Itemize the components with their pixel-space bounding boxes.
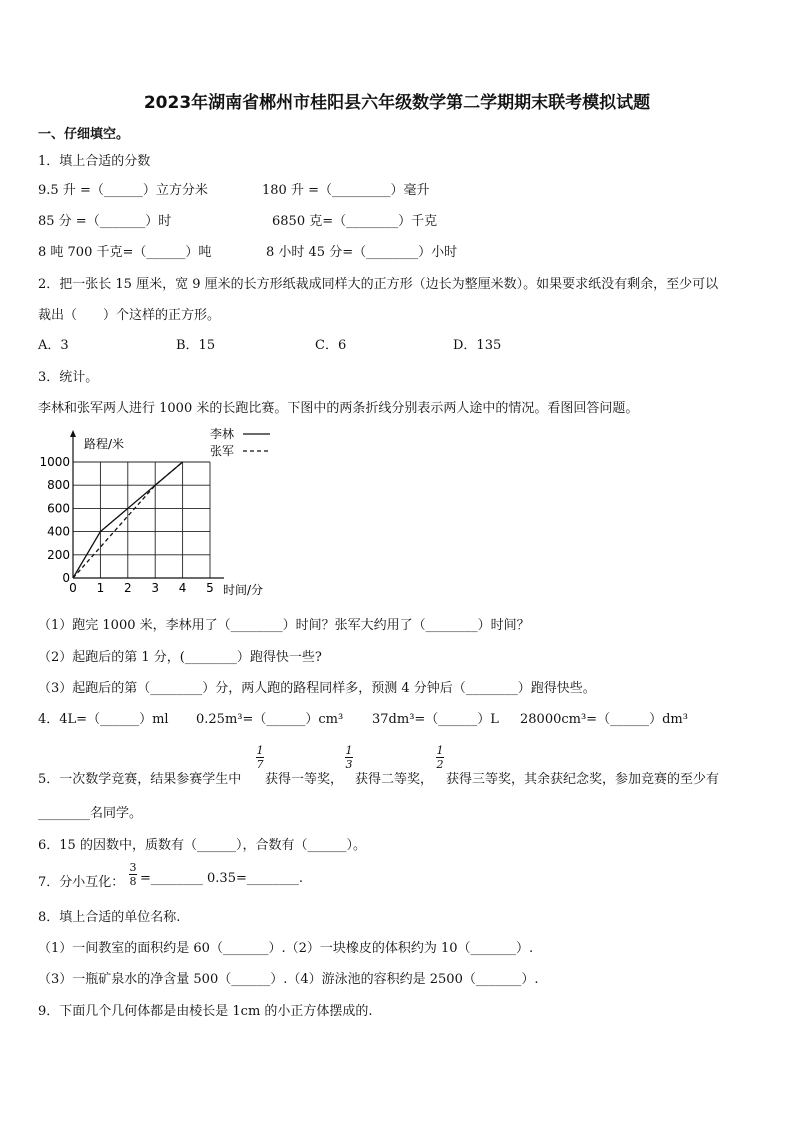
q2-option-d: D．135 xyxy=(453,338,502,353)
q2-line1: 2．把一张长 15 厘米，宽 9 厘米的长方形纸裁成同样大的正方形（边长为整厘米数）。如果要求纸没有剩余，至少可以 xyxy=(38,277,719,292)
q5-part2: 获得一等奖， xyxy=(265,772,344,787)
q3-intro: 李林和张军两人进行 1000 米的长跑比赛。下图中的两条折线分别表示两人途中的情况。看图回答问题。 xyxy=(38,401,639,416)
chart-grid xyxy=(73,462,210,578)
y-tick-label: 1000 xyxy=(39,455,70,469)
q1-r3a: 8 吨 700 千克=（______）吨 xyxy=(38,245,212,260)
y-tick-label: 600 xyxy=(47,501,70,516)
x-tick-label: 2 xyxy=(123,581,132,595)
q1-r1b: 180 升 =（_________）毫升 xyxy=(262,183,430,198)
y-tick-label: 200 xyxy=(47,547,70,562)
q4-c: 37dm³=（______）L xyxy=(372,712,499,727)
q2-option-c: C．6 xyxy=(315,338,347,353)
q5-fraction-1: 1 7 xyxy=(256,744,264,771)
x-tick-label: 1 xyxy=(96,581,105,595)
y-axis-arrow xyxy=(70,430,76,437)
x-tick-label: 5 xyxy=(206,581,214,595)
q3-stem: 3．统计。 xyxy=(38,370,99,385)
chart-legend xyxy=(210,426,270,458)
q1-r1a: 9.5 升 =（______）立方分米 xyxy=(38,183,208,198)
q8-line2: （3）一瓶矿泉水的净含量 500（______）.（4）游泳池的容积约是 2500（_______）. xyxy=(38,972,539,987)
q8-line1: （1）一间教室的面积约是 60（_______）.（2）一块橡皮的体积约为 10（_______）. xyxy=(38,941,534,956)
q6: 6．15 的因数中，质数有（______），合数有（______）。 xyxy=(38,838,366,853)
x-tick-label: 0 xyxy=(69,581,77,595)
q1-r2b: 6850 克=（________）千克 xyxy=(272,214,438,229)
q4-a: 4．4L=（______）ml xyxy=(38,712,169,727)
q2-line2: 裁出（ ）个这样的正方形。 xyxy=(38,308,221,323)
q4-d: 28000cm³=（______）dm³ xyxy=(520,712,688,727)
q4-b: 0.25m³=（______）cm³ xyxy=(196,712,344,727)
q7-part2: =________ 0.35=________. xyxy=(140,871,303,886)
q2-option-a: A．3 xyxy=(38,338,69,353)
page-title: 2023年湖南省郴州市桂阳县六年级数学第二学期期末联考模拟试题 xyxy=(143,93,651,113)
q3-sub3: （3）起跑后的第（________）分，两人跑的路程同样多，预测 4 分钟后（________）跑得快些。 xyxy=(38,681,596,696)
legend-label-zhangjun: 张军 xyxy=(210,444,235,458)
q9: 9．下面几个几何体都是由棱长是 1cm 的小正方体摆成的. xyxy=(38,1004,373,1019)
q7-fraction: 3 8 xyxy=(129,861,137,888)
y-tick-label: 800 xyxy=(47,478,70,493)
legend-label-lilin: 李林 xyxy=(210,427,235,441)
q5-fraction-2: 1 3 xyxy=(345,744,353,771)
q5-part4: 获得三等奖，其余获纪念奖，参加竞赛的至少有 xyxy=(446,772,720,787)
y-tick-label: 0 xyxy=(62,571,70,585)
q1-r3b: 8 小时 45 分=（________）小时 xyxy=(266,245,458,260)
q5-part3: 获得二等奖， xyxy=(355,772,434,787)
x-axis-label: 时间/分 xyxy=(223,583,264,597)
q3-sub1: （1）跑完 1000 米，李林用了（________）时间？张军大约用了（________）时间？ xyxy=(38,618,530,633)
distance-time-chart xyxy=(30,420,290,605)
section-heading: 一、仔细填空。 xyxy=(38,127,130,142)
q8-stem: 8．填上合适的单位名称. xyxy=(38,910,181,925)
q5-part1: 5．一次数学竞赛，结果参赛学生中 xyxy=(38,772,242,787)
q1-r2a: 85 分 =（_______）时 xyxy=(38,214,172,229)
q5-line2: ________名同学。 xyxy=(38,806,143,821)
x-tick-label: 3 xyxy=(151,581,160,595)
x-tick-label: 4 xyxy=(178,581,187,595)
y-tick-label: 400 xyxy=(47,524,70,539)
y-axis-label: 路程/米 xyxy=(84,437,125,451)
q3-sub2: （2）起跑后的第 1 分，(________）跑得快一些? xyxy=(38,650,322,665)
q5-fraction-3: 1 2 xyxy=(436,744,444,771)
q2-option-b: B．15 xyxy=(176,338,216,353)
q7-part1: 7．分小互化： xyxy=(38,875,125,890)
q1-stem: 1．填上合适的分数 xyxy=(38,154,151,169)
